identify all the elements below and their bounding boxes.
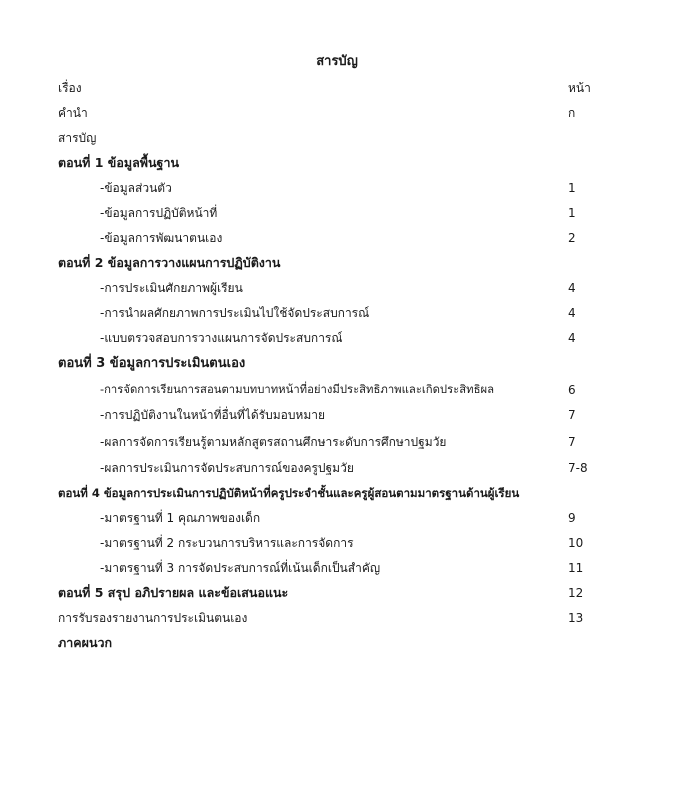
toc-item bbox=[0, 303, 674, 323]
toc-section-2 bbox=[0, 253, 674, 273]
toc-item bbox=[0, 432, 674, 452]
section-title: ตอนที่ 1 ข้อมูลพื้นฐาน bbox=[58, 155, 180, 170]
toc-page-number: 12 bbox=[568, 586, 584, 600]
toc-section-4 bbox=[0, 483, 674, 503]
toc-item bbox=[0, 178, 674, 198]
toc-label: -ข้อมูลการพัฒนาตนเอง bbox=[100, 231, 223, 245]
appendix-title: ภาคผนวก bbox=[58, 635, 113, 650]
toc-page-number: 7 bbox=[568, 435, 576, 449]
toc-label: -การจัดการเรียนการสอนตามบทบาทหน้าที่อย่างมีประสิทธิภาพและเกิดประสิทธิผล bbox=[100, 383, 495, 396]
toc-item bbox=[0, 558, 674, 578]
page-title: สารบัญ bbox=[316, 54, 358, 69]
toc-label: สารบัญ bbox=[58, 131, 97, 145]
toc-item bbox=[0, 533, 674, 553]
toc-label: -มาตรฐานที่ 2 กระบวนการบริหารและการจัดการ bbox=[100, 536, 354, 550]
toc-label: การรับรองรายงานการประเมินตนเอง bbox=[58, 611, 248, 625]
section-title: ตอนที่ 3 ข้อมูลการประเมินตนเอง bbox=[58, 356, 246, 371]
toc-label: -ผลการจัดการเรียนรู้ตามหลักสูตรสถานศึกษาระดับการศึกษาปฐมวัย bbox=[100, 435, 447, 449]
toc-page-number: 4 bbox=[568, 331, 576, 345]
toc-page-number: 4 bbox=[568, 281, 576, 295]
toc-page-number: 2 bbox=[568, 231, 576, 245]
toc-page-number: 10 bbox=[568, 536, 584, 550]
toc-label: -ผลการประเมินการจัดประสบการณ์ของครูปฐมวัย bbox=[100, 461, 354, 475]
toc-label: -การประเมินศักยภาพผู้เรียน bbox=[100, 281, 243, 295]
section-title: ตอนที่ 2 ข้อมูลการวางแผนการปฏิบัติงาน bbox=[58, 255, 281, 270]
toc-page-number: 11 bbox=[568, 561, 584, 575]
toc-label: คำนำ bbox=[58, 106, 88, 120]
toc-item bbox=[0, 228, 674, 248]
toc-section-1 bbox=[0, 153, 674, 173]
toc-page-number: 9 bbox=[568, 511, 576, 525]
toc-label: -มาตรฐานที่ 1 คุณภาพของเด็ก bbox=[100, 511, 261, 525]
toc-item bbox=[0, 508, 674, 528]
toc-page-number: 1 bbox=[568, 206, 576, 220]
toc-label: -การนำผลศักยภาพการประเมินไปใช้จัดประสบการณ์ bbox=[100, 306, 370, 320]
toc-page-number: ก bbox=[568, 106, 576, 120]
toc-entry-preface bbox=[0, 103, 674, 123]
toc-item bbox=[0, 380, 674, 400]
toc-appendix bbox=[0, 633, 674, 653]
toc-page-number: 6 bbox=[568, 383, 576, 397]
toc-section-3 bbox=[0, 354, 674, 374]
toc-entry-certification bbox=[0, 608, 674, 628]
toc-header bbox=[0, 78, 674, 98]
toc-page-number: 4 bbox=[568, 306, 576, 320]
toc-label: -ข้อมูลส่วนตัว bbox=[100, 181, 172, 195]
toc-page-number: 1 bbox=[568, 181, 576, 195]
toc-page-number: 13 bbox=[568, 611, 584, 625]
toc-entry-contents bbox=[0, 128, 674, 148]
toc-label: -มาตรฐานที่ 3 การจัดประสบการณ์ที่เน้นเด็กเป็นสำคัญ bbox=[100, 561, 381, 575]
page-heading: หน้า bbox=[568, 81, 591, 95]
toc-label: -แบบตรวจสอบการวางแผนการจัดประสบการณ์ bbox=[100, 331, 343, 345]
toc-section-5 bbox=[0, 583, 674, 603]
toc-item bbox=[0, 405, 674, 425]
toc-label: -ข้อมูลการปฏิบัติหน้าที่ bbox=[100, 206, 218, 220]
subject-heading: เรื่อง bbox=[58, 81, 82, 95]
section-title: ตอนที่ 4 ข้อมูลการประเมินการปฏิบัติหน้าที่ครูประจำชั้นและครูผู้สอนตามมาตรฐานด้านผู้เรียน bbox=[58, 486, 520, 500]
toc-label: -การปฏิบัติงานในหน้าที่อื่นที่ได้รับมอบหมาย bbox=[100, 408, 326, 422]
section-title: ตอนที่ 5 สรุป อภิปรายผล และข้อเสนอแนะ bbox=[58, 585, 289, 600]
toc-item bbox=[0, 203, 674, 223]
toc-item bbox=[0, 328, 674, 348]
toc-page-number: 7-8 bbox=[568, 461, 588, 475]
toc-item bbox=[0, 458, 674, 478]
toc-page-number: 7 bbox=[568, 408, 576, 422]
toc-item bbox=[0, 278, 674, 298]
